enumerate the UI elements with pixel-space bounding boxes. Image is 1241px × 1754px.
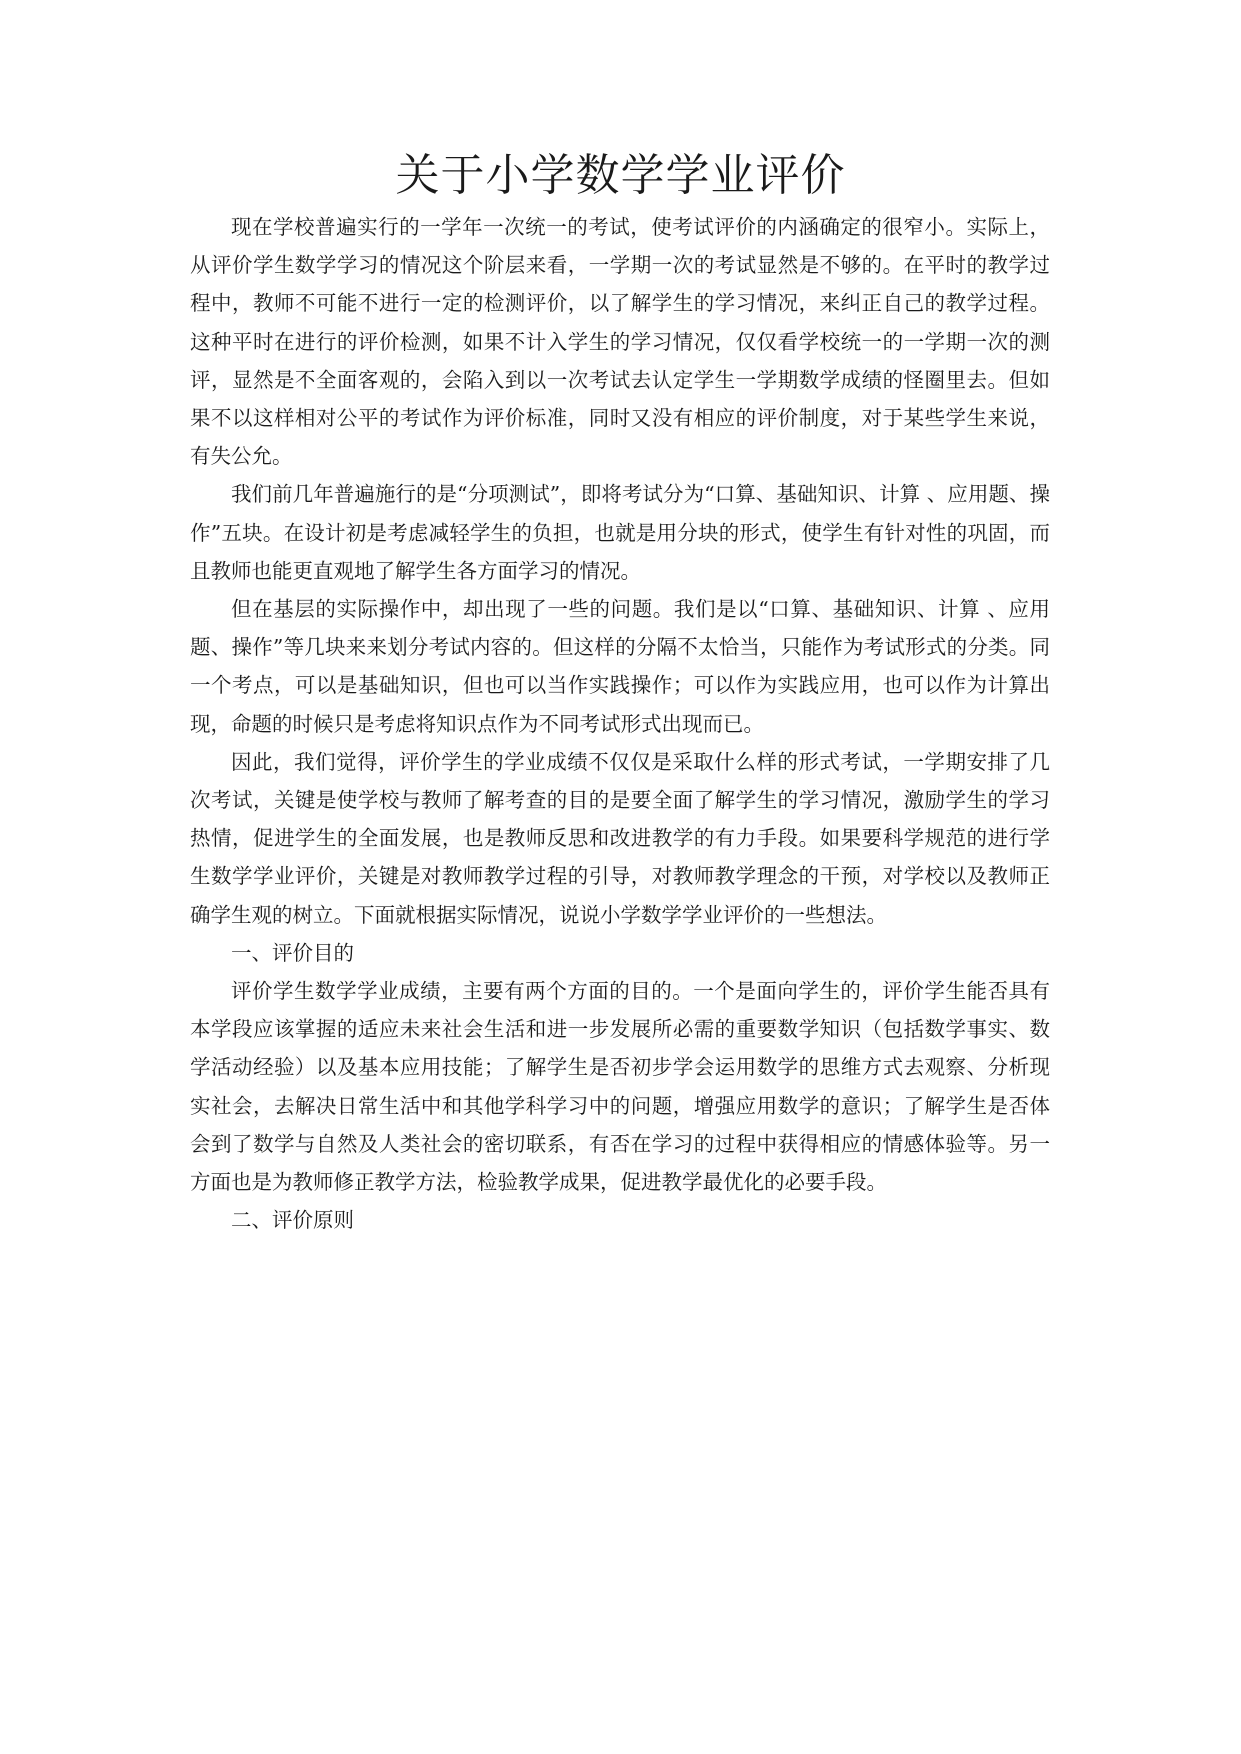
section-heading-purpose: 一、评价目的 [231,940,354,965]
section-heading-principles: 二、评价原则 [231,1208,354,1233]
paragraph-conclusion: 因此，我们觉得，评价学生的学业成绩不仅仅是采取什么样的形式考试，一学期安排了几次考试，关键是使学校与教师了解考查的目的是要全面了解学生的学习情况，激励学生的学习热情，促进学生的全面发展，也是教师反思和改进教学的有力手段。如果要科学规范的进行学生数学学业评价，关键是对教师教学过程的引导，对教师教学理念的干预，对学校以及教师正确学生观的树立。下面就根据实际情况，说说小学数学学业评价的一些想法。 [190,749,1050,927]
paragraph-problems: 但在基层的实际操作中，却出现了一些的问题。我们是以“口算、基础知识、计算 、应用题、操作”等几块来来划分考试内容的。但这样的分隔不太恰当，只能作为考试形式的分类。同一个考点，可以是基础知识，但也可以当作实践操作；可以作为实践应用，也可以作为计算出现，命题的时候只是考虑将知识点作为不同考试形式出现而已。 [190,597,1050,736]
document-body [190,208,1050,1239]
document-title: 关于小学数学学业评价 [395,150,846,201]
paragraph-purpose: 评价学生数学学业成绩，主要有两个方面的目的。一个是面向学生的，评价学生能否具有本学段应该掌握的适应未来社会生活和进一步发展所必需的重要数学知识（包括数学事实、数学活动经验）以及基本应用技能；了解学生是否初步学会运用数学的思维方式去观察、分析现实社会，去解决日常生活中和其他学科学习中的问题，增强应用数学的意识；了解学生是否体会到了数学与自然及人类社会的密切联系，有否在学习的过程中获得相应的情感体验等。另一方面也是为教师修正教学方法，检验教学成果，促进教学最优化的必要手段。 [190,979,1050,1195]
paragraph-intro: 现在学校普遍实行的一学年一次统一的考试，使考试评价的内涵确定的很窄小。实际上，从评价学生数学学习的情况这个阶层来看，一学期一次的考试显然是不够的。在平时的教学过程中，教师不可能不进行一定的检测评价，以了解学生的学习情况，来纠正自己的教学过程。这种平时在进行的评价检测，如果不计入学生的学习情况，仅仅看学校统一的一学期一次的测评，显然是不全面客观的，会陷入到以一次考试去认定学生一学期数学成绩的怪圈里去。但如果不以这样相对公平的考试作为评价标准，同时又没有相应的评价制度，对于某些学生来说，有失公允。 [190,215,1050,469]
paragraph-item-test: 我们前几年普遍施行的是“分项测试”，即将考试分为“口算、基础知识、计算 、应用题、操作”五块。在设计初是考虑减轻学生的负担，也就是用分块的形式，使学生有针对性的巩固，而且教师也能更直观地了解学生各方面学习的情况。 [190,482,1050,583]
